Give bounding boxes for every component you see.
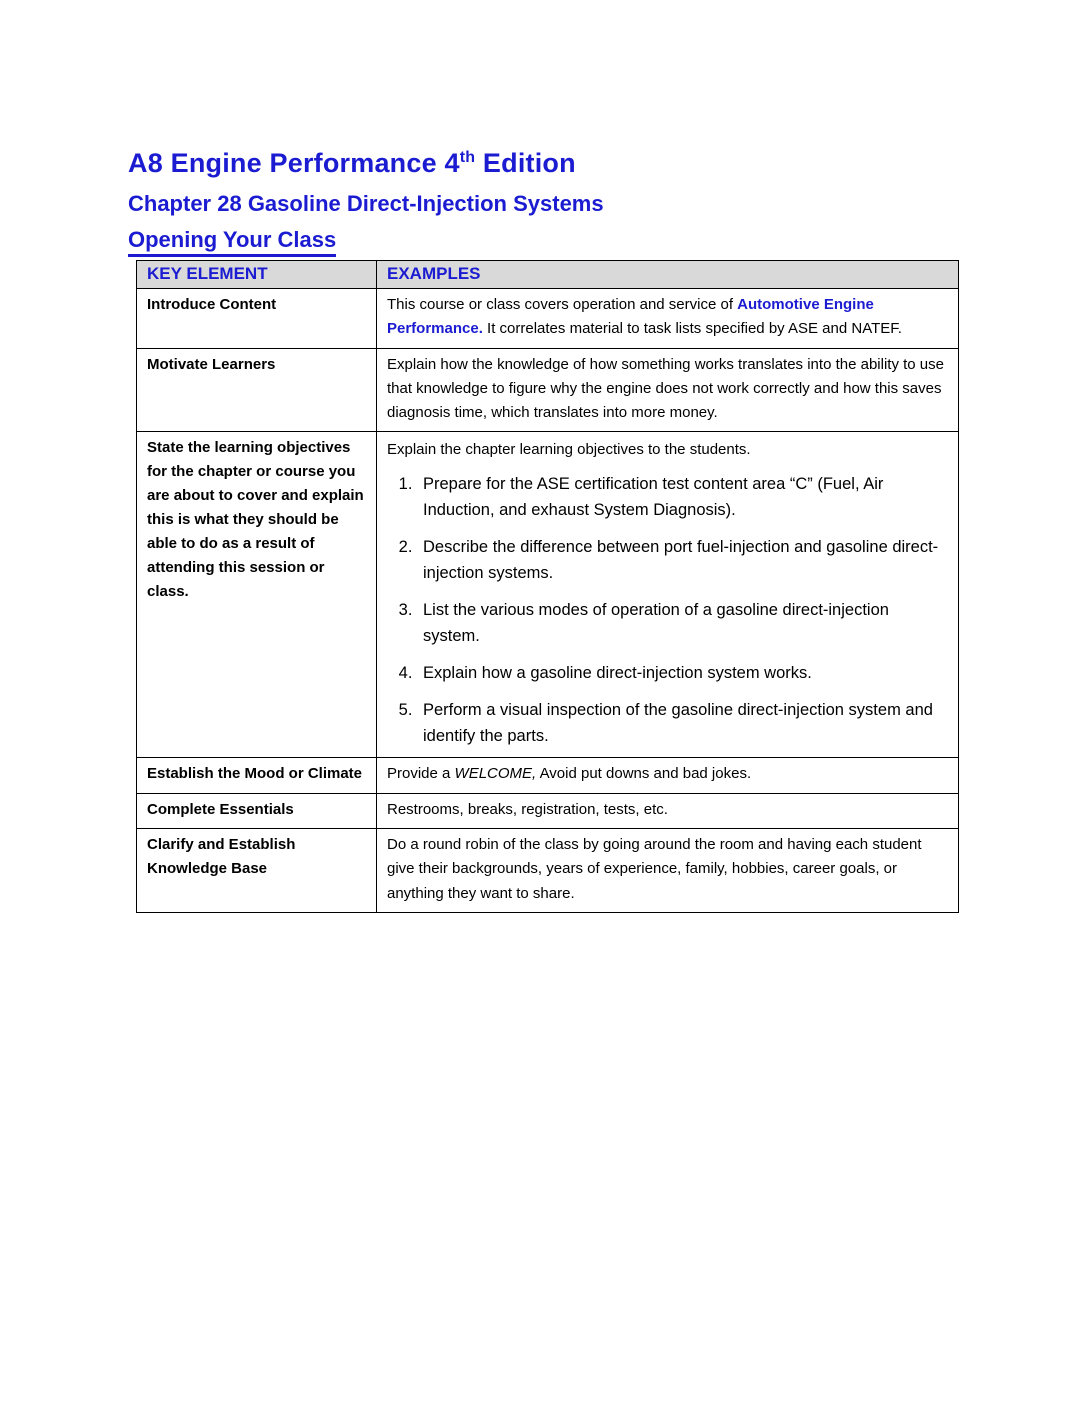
column-header-examples: EXAMPLES xyxy=(377,261,959,289)
example-text: Provide a xyxy=(387,765,455,783)
chapter-heading: Chapter 28 Gasoline Direct-Injection Systems xyxy=(128,191,604,216)
document-title-suffix: Edition xyxy=(475,148,576,178)
example-cell xyxy=(377,432,959,758)
table-row-complete-essentials xyxy=(137,793,959,828)
objectives-list xyxy=(417,471,948,750)
section-heading-text: Opening Your Class xyxy=(128,227,336,257)
key-cell: Establish the Mood or Climate xyxy=(137,758,377,793)
document-title-prefix: A8 Engine Performance 4 xyxy=(128,148,460,178)
key-cell: Introduce Content xyxy=(137,289,377,349)
objectives-intro-text: Explain the chapter learning objectives to the students. xyxy=(387,441,751,459)
objective-item: 3. List the various modes of operation of a gasoline direct-injection system. xyxy=(417,597,948,649)
example-cell: Explain how the knowledge of how something works translates into the ability to use that knowledge to figure why the engine does not work correctly and how this saves diagnosis time, which translates into more money. xyxy=(377,348,959,432)
example-cell xyxy=(377,289,959,349)
objective-item: 5. Perform a visual inspection of the gasoline direct-injection system and identify the parts. xyxy=(417,697,948,749)
section-heading xyxy=(128,227,960,257)
key-cell: Clarify and Establish Knowledge Base xyxy=(137,828,377,912)
example-text: This course or class covers operation and service of xyxy=(387,296,738,313)
column-header-key-element: KEY ELEMENT xyxy=(137,261,377,289)
table-row-motivate-learners xyxy=(137,348,959,432)
example-text: Avoid put downs and bad jokes. xyxy=(536,765,752,783)
example-italic-text: WELCOME, xyxy=(454,765,537,783)
example-highlight-text: Automotive Engine Performance. xyxy=(387,296,874,338)
example-text: It correlates material to task lists specified by ASE and NATEF. xyxy=(482,320,902,338)
key-cell: State the learning objectives for the chapter or course you are about to cover and explain this is what they should be able to do as a result of attending this session or class. xyxy=(137,432,377,758)
objective-item: 4. Explain how a gasoline direct-injection system works. xyxy=(417,660,948,686)
objective-item: 2. Describe the difference between port fuel-injection and gasoline direct-injection systems. xyxy=(417,534,948,586)
example-cell: Do a round robin of the class by going around the room and having each student give their backgrounds, years of experience, family, hobbies, career goals, or anything they want to share. xyxy=(377,828,959,912)
table-row-establish-mood xyxy=(137,758,959,793)
table-row-introduce-content xyxy=(137,289,959,349)
table-row-learning-objectives xyxy=(137,432,959,758)
objective-item: 1. Prepare for the ASE certification test content area “C” (Fuel, Air Induction, and exhaust System Diagnosis). xyxy=(417,471,948,523)
example-cell xyxy=(377,758,959,793)
example-cell: Restrooms, breaks, registration, tests, etc. xyxy=(377,793,959,828)
page-content xyxy=(128,148,960,913)
table-row-clarify-knowledge xyxy=(137,828,959,912)
key-cell: Complete Essentials xyxy=(137,793,377,828)
document-title xyxy=(128,148,960,179)
table-header-row xyxy=(137,261,959,289)
key-element-table xyxy=(136,260,959,913)
key-cell: Motivate Learners xyxy=(137,348,377,432)
document-title-superscript: th xyxy=(459,149,476,166)
